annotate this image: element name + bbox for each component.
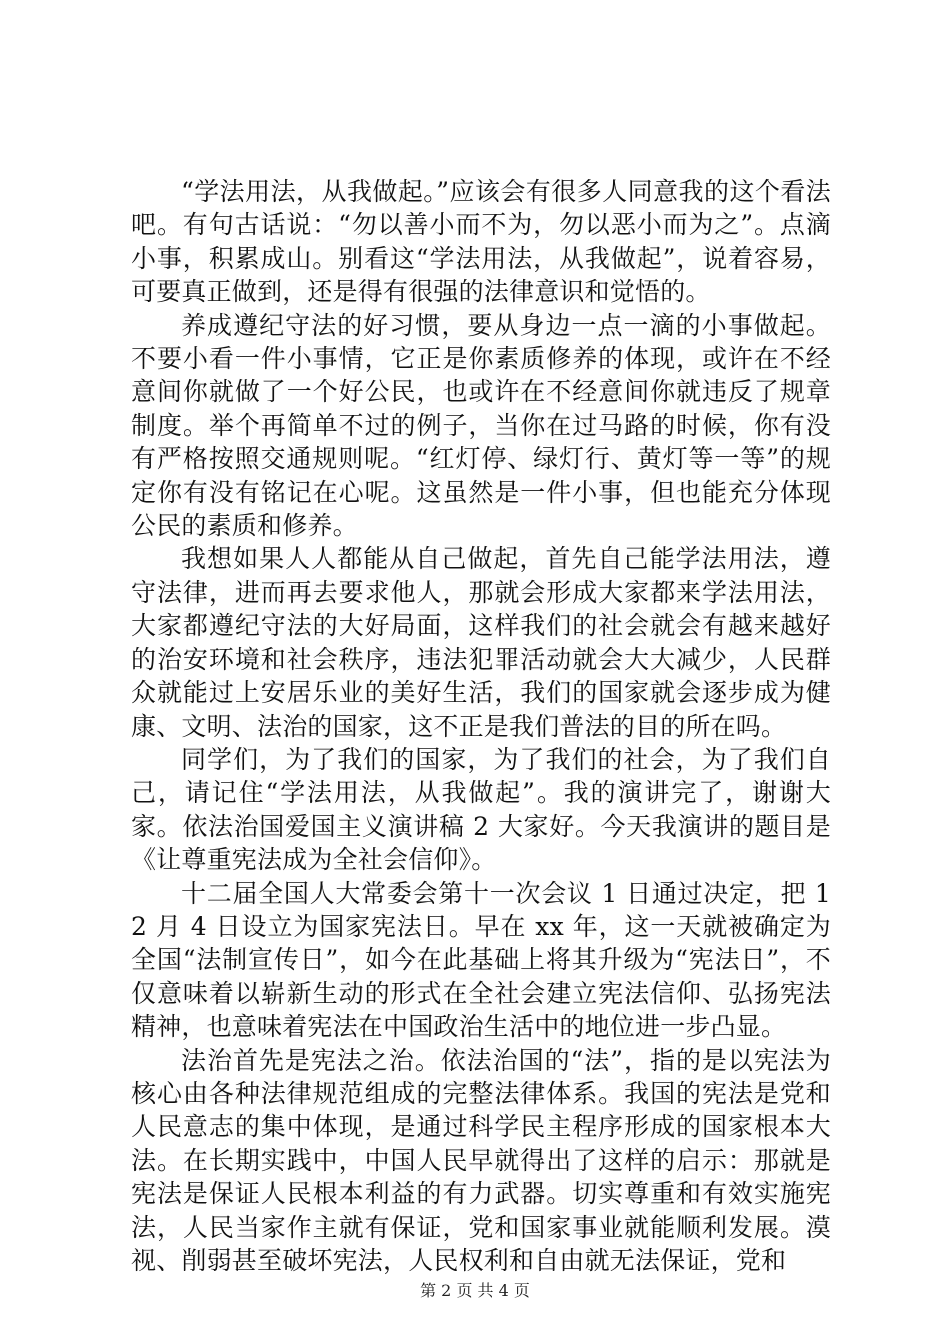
page-number-footer: 第 2 页 共 4 页	[420, 1281, 530, 1300]
document-body	[131, 175, 831, 1277]
paragraph: 法治首先是宪法之治。依法治国的“法”，指的是以宪法为核心由各种法律规范组成的完整法律体系。我国的宪法是党和人民意志的集中体现，是通过科学民主程序形成的国家根本大法。在长期实践中，中国人民早就得出了这样的启示：那就是宪法是保证人民根本利益的有力武器。切实尊重和有效实施宪法，人民当家作主就有保证，党和国家事业就能顺利发展。漠视、削弱甚至破坏宪法，人民权利和自由就无法保证，党和	[131, 1045, 831, 1275]
paragraph: “学法用法，从我做起。”应该会有很多人同意我的这个看法吧。有句古话说：“勿以善小而不为，勿以恶小而为之”。点滴小事，积累成山。别看这“学法用法，从我做起”，说着容易，可要真正做到，还是得有很强的法律意识和觉悟的。	[131, 177, 831, 307]
paragraph: 我想如果人人都能从自己做起，首先自己能学法用法，遵守法律，进而再去要求他人，那就会形成大家都来学法用法，大家都遵纪守法的大好局面，这样我们的社会就会有越来越好的治安环境和社会秩序，违法犯罪活动就会大大减少，人民群众就能过上安居乐业的美好生活，我们的国家就会逐步成为健康、文明、法治的国家，这不正是我们普法的目的所在吗。	[131, 544, 831, 741]
paragraph: 养成遵纪守法的好习惯，要从身边一点一滴的小事做起。不要小看一件小事情，它正是你素质修养的体现，或许在不经意间你就做了一个好公民，也或许在不经意间你就违反了规章制度。举个再简单不过的例子，当你在过马路的时候，你有没有严格按照交通规则呢。“红灯停、绿灯行、黄灯等一等”的规定你有没有铭记在心呢。这虽然是一件小事，但也能充分体现公民的素质和修养。	[131, 310, 831, 541]
paragraph: 同学们，为了我们的国家，为了我们的社会，为了我们自己，请记住“学法用法，从我做起”。我的演讲完了，谢谢大家。依法治国爱国主义演讲稿 2 大家好。今天我演讲的题目是《让尊重宪法成为全社会信仰》。	[131, 744, 831, 875]
paragraph: 十二届全国人大常委会第十一次会议 1 日通过决定，把 12 月 4 日设立为国家宪法日。早在 xx 年，这一天就被确定为全国“法制宣传日”，如今在此基础上将其升级为“宪法日”，不仅意味着以崭新生动的形式在全社会建立宪法信仰、弘扬宪法精神，也意味着宪法在中国政治生活中的地位进一步凸显。	[131, 878, 831, 1042]
